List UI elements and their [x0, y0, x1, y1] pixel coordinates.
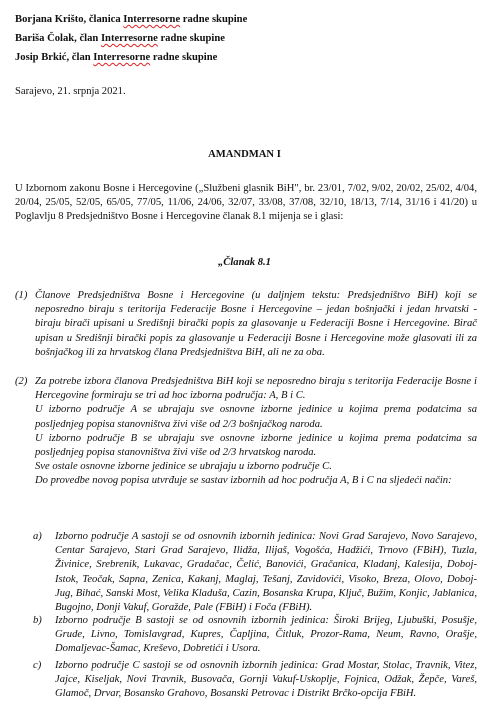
author-line-2	[15, 32, 225, 46]
amendment-title: AMANDMAN I	[208, 149, 281, 160]
paragraph-2-sentence-2: U izborno područje A se ubrajaju sve osnovne izborne jedinice u kojima prema podatcima sa posljednjeg popisa stanovništva živi više od 2/3 bošnjačkog naroda.	[35, 404, 477, 430]
subitem-c-marker: c)	[33, 660, 42, 671]
author-3-suffix: radne skupine	[150, 52, 218, 63]
paragraph-2-sentence-1: Za potrebe izbora članova Predsjedništva BiH koji se neposredno biraju s teritorija Federacije Bosne i Hercegovine formiraju se tri ad hoc izborna područja: A, B i C.	[35, 376, 477, 402]
subitem-b-text: Izborno područje B sastoji se od osnovnih izbornih jedinica: Široki Brijeg, Ljubuški, Posušje, Grude, Livno, Tomislavgrad, Kupres, Čapljina, Čitluk, Prozor-Rama, Neum, Ravno, Orašje, Domaljevac-Šamac, Kreševo, Dobretići i Usora.	[55, 615, 477, 655]
paragraph-2-sentence-3: U izborno područje B se ubrajaju sve osnovne izborne jedinice u kojima prema podatcima sa posljednjeg popisa stanovništva živi više od 2/3 hrvatskog naroda.	[35, 432, 477, 459]
author-2-underlined: Interresorne	[100, 33, 158, 44]
author-1-underlined: Interresorne	[123, 14, 181, 25]
article-heading: „Članak 8.1	[218, 257, 271, 268]
paragraph-2-sentence-5: Do provedbe novog popisa utvrđuje se sastav izbornih ad hoc područja A, B i C na sljedeći način:	[35, 475, 452, 487]
paragraph-2	[15, 375, 477, 489]
subitem-b-marker: b)	[33, 615, 42, 626]
date-line: Sarajevo, 21. srpnja 2021.	[15, 86, 126, 97]
subitem-a-marker: a)	[33, 531, 42, 542]
author-line-3	[15, 51, 217, 65]
author-line-1	[15, 13, 247, 27]
subitem-a-text: Izborno područje A sastoji se od osnovnih izbornih jedinica: Novi Grad Sarajevo, Novo Sarajevo, Centar Sarajevo, Stari Grad Sarajevo, Ilidža, Ilijaš, Vogošća, Hadžići, Trnovo (FBiH), Tuzla, Živinice, Srebrenik, Lukavac, Gradačac, Čelić, Banovići, Gračanica, Kladanj, Kalesija, Doboj-Istok, Teočak, Sapna, Zenica, Kakanj, Maglaj, Tešanj, Zavidovići, Visoko, Breza, Olovo, Doboj-Jug, Bihać, Sanski Most, Velika Kladuša, Cazin, Bosanska Krupa, Ključ, Bužim, Konjic, Jablanica, Bugojno, Donji Vakuf, Goražde, Pale (FBiH) i Foča (FBiH).	[55, 531, 477, 614]
subitem-a	[15, 530, 477, 615]
paragraph-1-marker: (1)	[15, 290, 28, 301]
author-1-suffix: radne skupine	[180, 14, 248, 25]
author-1-name: Borjana Krišto, članica	[15, 14, 124, 25]
author-3-underlined: Interresorne	[93, 52, 151, 63]
subitem-b	[15, 614, 477, 657]
author-2-suffix: radne skupine	[157, 33, 225, 44]
paragraph-2-sentence-4: Sve ostale osnovne izborne jedinice se ubrajaju u izborno područje C.	[35, 461, 332, 473]
paragraph-1	[15, 289, 477, 360]
subitem-c-text: Izborno područje C sastoji se od osnovnih izbornih jedinica: Grad Mostar, Stolac, Travnik, Vitez, Jajce, Kiseljak, Novi Travnik, Busovača, Gornji Vakuf-Uskoplje, Fojnica, Odžak, Žepče, Vareš, Glamoč, Drvar, Bosansko Grahovo, Bosanski Petrovac i Distrikt Brčko-opcija FBiH.	[55, 660, 477, 700]
subitem-c	[15, 659, 477, 702]
paragraph-2-marker: (2)	[15, 376, 28, 387]
paragraph-1-text: Članove Predsjedništva Bosne i Hercegovine (u daljnjem tekstu: Predsjedništvo BiH) koji se neposredno biraju s teritorija Federacije Bosne i Hercegovine – jedan bošnjački i jedan hrvatski - biraju birači upisani u Središnji birački popis za glasovanje u Federaciji Bosne i Hercegovine. Birač upisan u Središnji birački popis za glasovanje u Federaciji Bosne i Hercegovine može glasovati ili za bošnjačkog ili za hrvatskog člana Predsjedništva BiH, ali ne za oba.	[35, 290, 477, 358]
author-2-name: Bariša Čolak, član	[15, 33, 101, 44]
intro-paragraph: U Izbornom zakonu Bosne i Hercegovine („Službeni glasnik BiH", br. 23/01, 7/02, 9/02, 20/02, 25/02, 4/04, 20/04, 25/05, 52/05, 65/05, 77/05, 11/06, 24/06, 32/07, 33/08, 37/08, 32/10, 18/13, 7/14, 31/16 i 41/20) u Poglavlju 8 Predsjedništvo Bosne i Hercegovine članak 8.1 mijenja se i glasi:	[15, 183, 477, 223]
author-3-name: Josip Brkić, član	[15, 52, 94, 63]
